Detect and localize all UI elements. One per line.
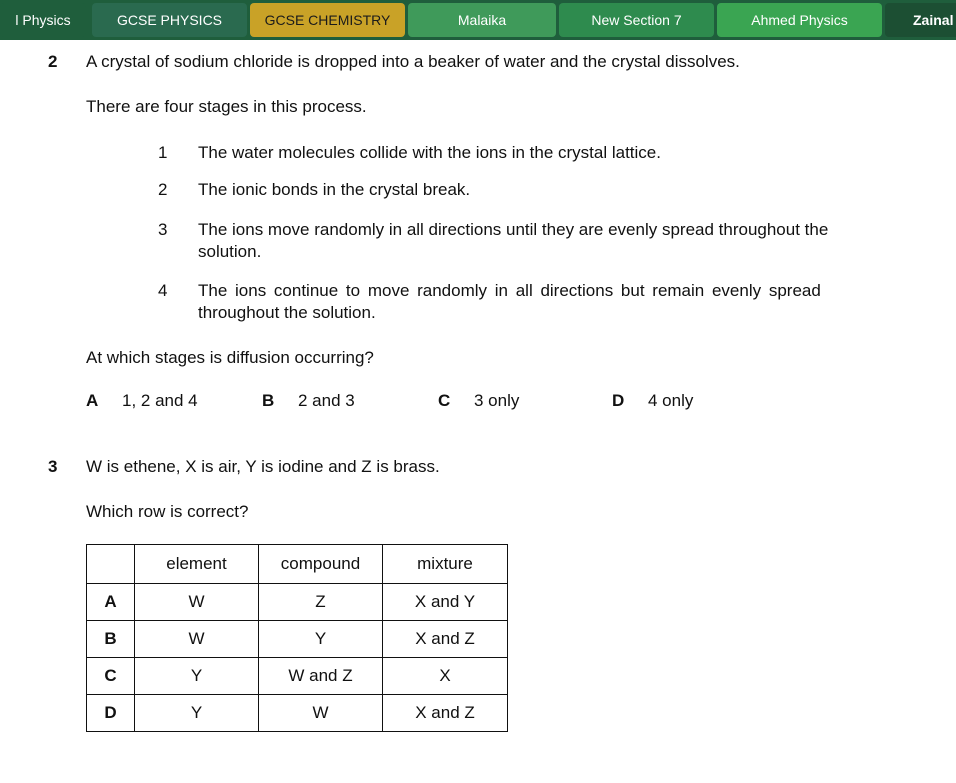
compound-cell: W: [259, 695, 383, 732]
question-2-text: A crystal of sodium chloride is dropped into a beaker of water and the crystal dissolves.: [86, 52, 740, 71]
option-b-letter: B: [262, 391, 275, 410]
compound-cell: Y: [259, 621, 383, 658]
table-row: [87, 621, 508, 658]
stage-4-text-continued: throughout the solution.: [198, 303, 376, 322]
notebook-section-tabs: [0, 0, 956, 40]
element-cell: Y: [135, 658, 259, 695]
mixture-cell: X and Z: [383, 621, 508, 658]
stage-4-number: 4: [158, 281, 168, 300]
tab-physics[interactable]: l Physics: [0, 3, 86, 37]
question-3-number: 3: [48, 457, 58, 476]
stage-2-text: The ionic bonds in the crystal break.: [198, 180, 471, 199]
table-row: [87, 658, 508, 695]
question-3-text: W is ethene, X is air, Y is iodine and Z is brass.: [86, 457, 440, 476]
row-label: B: [87, 621, 135, 658]
compound-cell: Z: [259, 584, 383, 621]
table-header-element: element: [135, 545, 259, 584]
stage-3-number: 3: [158, 220, 168, 239]
answer-table: [86, 544, 508, 732]
stage-3-text: The ions move randomly in all directions until they are evenly spread throughout the: [198, 220, 829, 239]
compound-cell: W and Z: [259, 658, 383, 695]
row-label: D: [87, 695, 135, 732]
stage-4-text: The ions continue to move randomly in all directions but remain evenly spread: [198, 281, 821, 300]
tab-gcse-chemistry[interactable]: GCSE CHEMISTRY: [250, 3, 405, 37]
stage-1-number: 1: [158, 143, 168, 162]
tab-zainal[interactable]: Zainal: [885, 3, 956, 37]
mixture-cell: X and Z: [383, 695, 508, 732]
tab-malaika[interactable]: Malaika: [408, 3, 556, 37]
stage-3-text-continued: solution.: [198, 242, 262, 261]
option-c-letter: C: [438, 391, 451, 410]
option-d-text: 4 only: [648, 391, 694, 410]
mixture-cell: X and Y: [383, 584, 508, 621]
table-header-compound: compound: [259, 545, 383, 584]
table-header-row: [87, 545, 508, 584]
stage-2-number: 2: [158, 180, 168, 199]
question-3-prompt: Which row is correct?: [86, 502, 249, 521]
element-cell: W: [135, 584, 259, 621]
table-row: [87, 695, 508, 732]
row-label: A: [87, 584, 135, 621]
option-b-text: 2 and 3: [298, 391, 355, 410]
tab-gcse-physics[interactable]: GCSE PHYSICS: [92, 3, 247, 37]
table-header-blank: [87, 545, 135, 584]
question-2-intro: There are four stages in this process.: [86, 97, 367, 116]
stage-1-text: The water molecules collide with the ions in the crystal lattice.: [198, 143, 661, 162]
option-d-letter: D: [612, 391, 625, 410]
question-2-prompt: At which stages is diffusion occurring?: [86, 348, 374, 367]
row-label: C: [87, 658, 135, 695]
option-a-text: 1, 2 and 4: [122, 391, 198, 410]
option-a-letter: A: [86, 391, 99, 410]
tab-ahmed-physics[interactable]: Ahmed Physics: [717, 3, 882, 37]
mixture-cell: X: [383, 658, 508, 695]
option-c-text: 3 only: [474, 391, 520, 410]
element-cell: Y: [135, 695, 259, 732]
element-cell: W: [135, 621, 259, 658]
question-2-number: 2: [48, 52, 58, 71]
table-header-mixture: mixture: [383, 545, 508, 584]
tab-new-section-7[interactable]: New Section 7: [559, 3, 714, 37]
table-row: [87, 584, 508, 621]
